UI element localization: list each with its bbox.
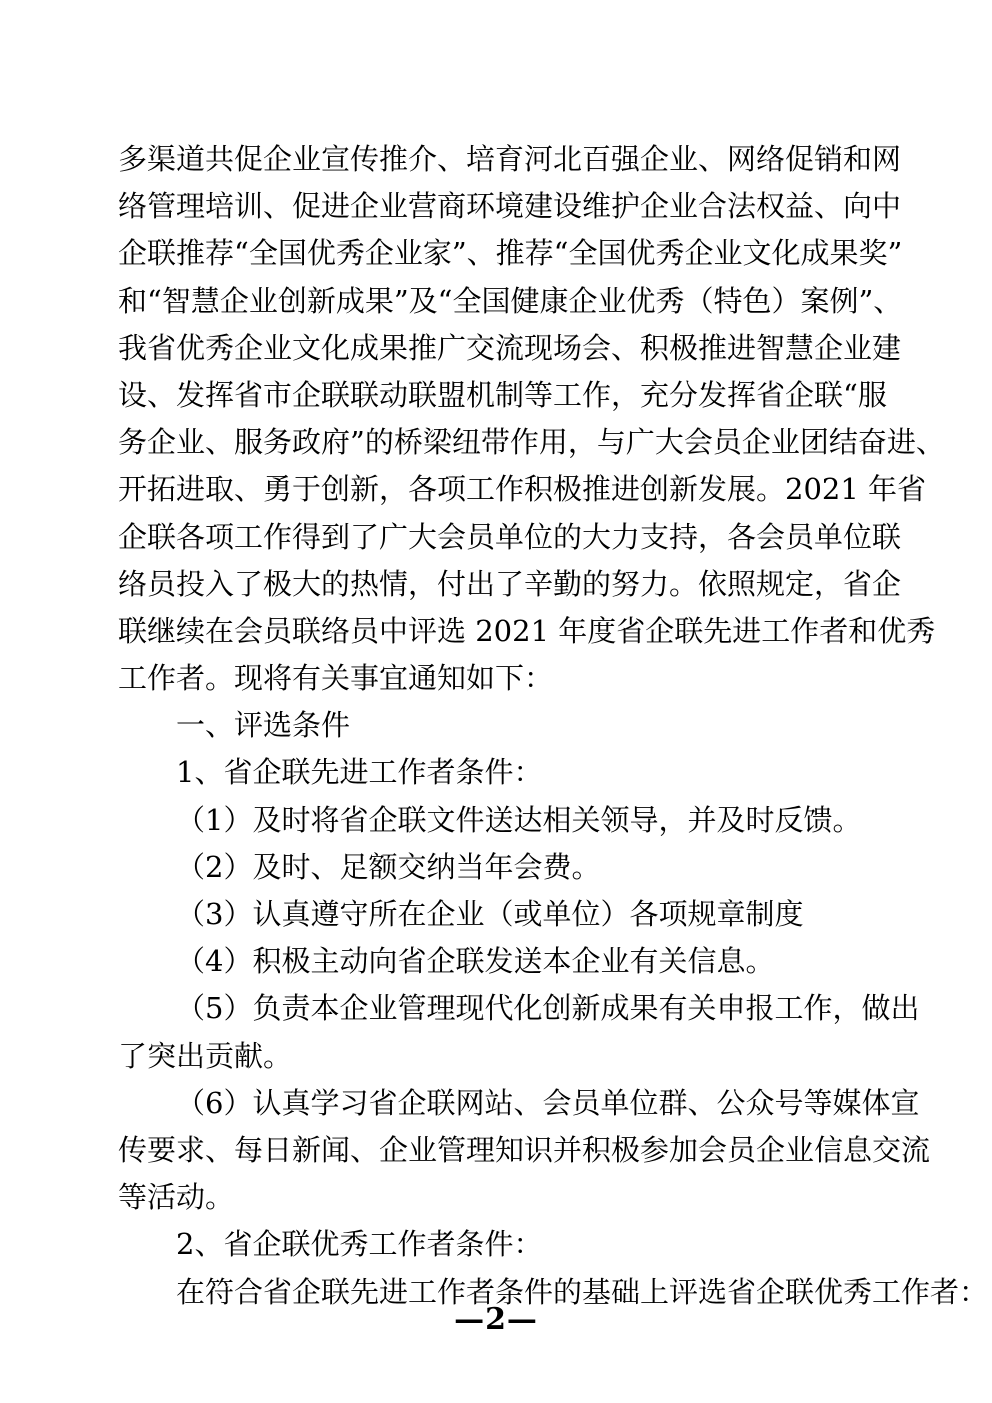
text-line: （1）及时将省企联文件送达相关领导，并及时反馈。 [176,802,862,837]
text-line: 多渠道共促企业宣传推介、培育河北百强企业、网络促销和网 [118,142,902,176]
text-line: 设、发挥省市企联联动联盟机制等工作，充分发挥省企联“服 [118,377,887,412]
text-line: 1、省企联先进工作者条件： [176,755,543,790]
text-line: （3）认真遵守所在企业（或单位）各项规章制度 [176,897,804,931]
text-line: 了突出贡献。 [118,1038,293,1073]
page-number: —2— [454,1302,538,1337]
text-line: 络管理培训、促进企业营商环境建设维护企业合法权益、向中 [118,189,902,224]
text-line: 等活动。 [118,1180,235,1215]
text-line: 我省优秀企业文化成果推广交流现场会、积极推进智慧企业建 [118,330,902,365]
text-line: （2）及时、足额交纳当年会费。 [176,849,601,884]
text-line: 络员投入了极大的热情，付出了辛勤的努力。依照规定，省企 [118,566,902,601]
text-line: 一、评选条件 [176,708,351,743]
text-line: 企联各项工作得到了广大会员单位的大力支持，各会员单位联 [118,519,902,554]
text-line: 务企业、服务政府”的桥梁纽带作用，与广大会员企业团结奋进、 [118,425,945,460]
text-line: 和“智慧企业创新成果”及“全国健康企业优秀（特色）案例”、 [118,283,903,318]
text-line: 2、省企联优秀工作者条件： [176,1227,543,1262]
text-line: （4）积极主动向省企联发送本企业有关信息。 [176,944,775,979]
text-line: （5）负责本企业管理现代化创新成果有关申报工作，做出 [176,991,920,1026]
document-body [118,136,989,1316]
text-line: 开拓进取、勇于创新，各项工作积极推进创新发展。2021 年省 [118,472,927,507]
text-line: 工作者。现将有关事宜通知如下： [118,661,554,696]
text-line: 联继续在会员联络员中评选 2021 年度省企联先进工作者和优秀 [118,613,936,648]
text-line: 企联推荐“全国优秀企业家”、推荐“全国优秀企业文化成果奖” [118,236,903,271]
text-line: 在符合省企联先进工作者条件的基础上评选省企联优秀工作者： [176,1274,989,1309]
text-line: 传要求、每日新闻、企业管理知识并积极参加会员企业信息交流 [118,1132,931,1167]
text-line: （6）认真学习省企联网站、会员单位群、公众号等媒体宣 [176,1085,920,1120]
